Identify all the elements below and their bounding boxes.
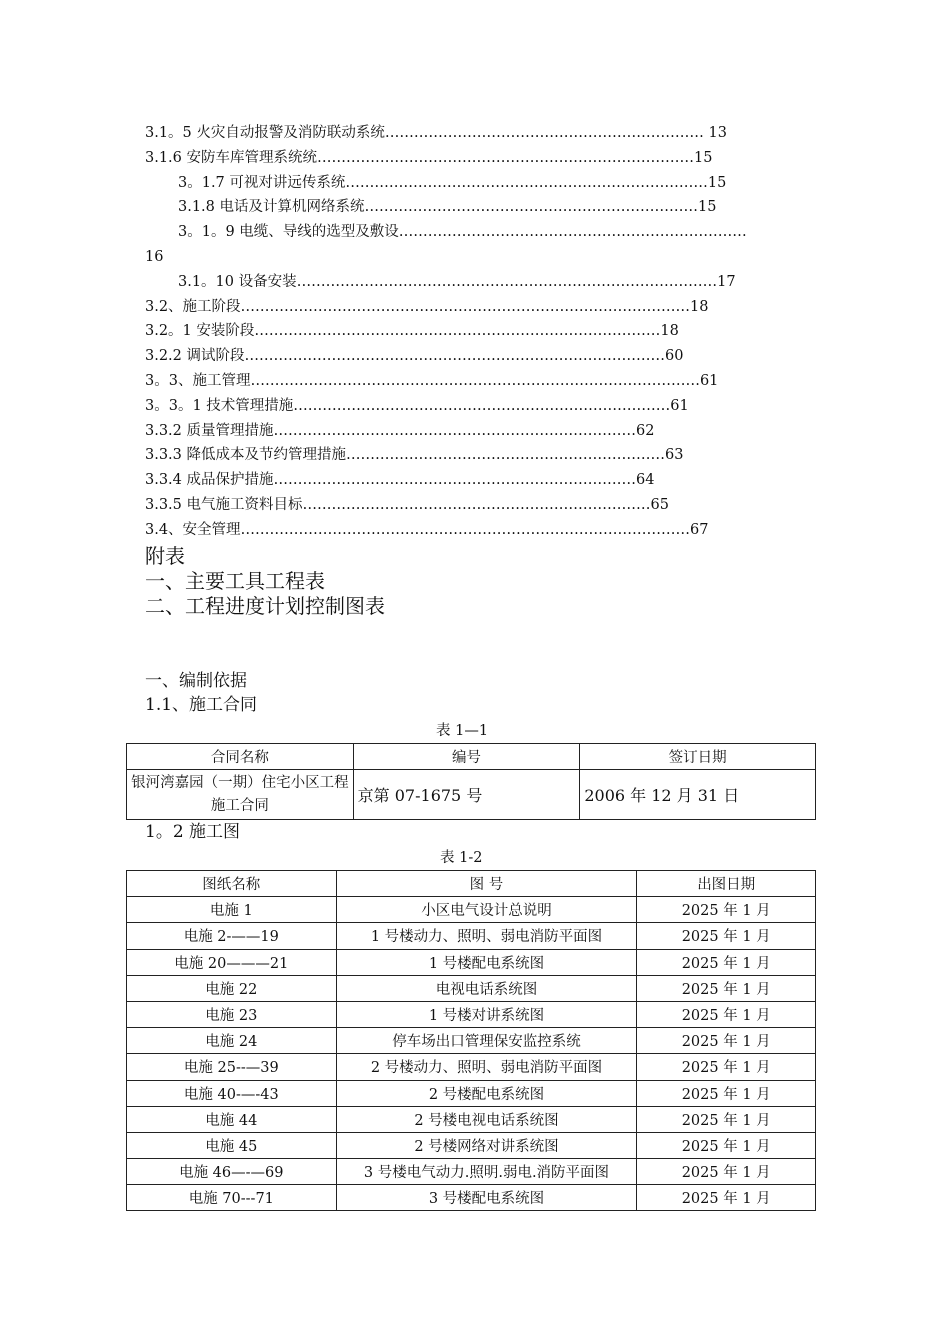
drawing-date-cell: 2025 年 1 月 [637,1159,816,1185]
toc-line: 3.1。10 设备安装……………………………………………………………………………17 [178,273,736,290]
drawing-number-cell: 停车场出口管理保安监控系统 [336,1028,637,1054]
drawing-name-cell: 电施 22 [127,975,337,1001]
contract-header-number: 编号 [353,744,580,770]
appendix-block [145,544,385,619]
table1-caption: 表 1—1 [436,723,489,739]
section-heading-contract: 1.1、施工合同 [145,695,258,715]
contract-header-date: 签订日期 [580,744,816,770]
drawing-date-cell: 2025 年 1 月 [637,1106,816,1132]
toc-line: 3。3。1 技术管理措施……………………………………………………………………61 [145,397,689,414]
contract-table [126,743,816,820]
drawing-name-cell: 电施 20———21 [127,949,337,975]
drawing-number-cell: 1 号楼动力、照明、弱电消防平面图 [336,923,637,949]
toc-line: 3.2。1 安装阶段…………………………………………………………………………18 [145,323,679,340]
drawing-number-cell: 1 号楼对讲系统图 [336,1001,637,1027]
table-row [127,1132,816,1158]
drawing-name-cell: 电施 25--—39 [127,1054,337,1080]
drawing-name-cell: 电施 2-——19 [127,923,337,949]
table-row [127,770,816,820]
drawings-header-name: 图纸名称 [127,871,337,897]
appendix-item-tools: 一、主要工具工程表 [145,569,325,593]
toc-line: 3.2、施工阶段…………………………………………………………………………………18 [145,298,709,315]
toc-line: 3.1.8 电话及计算机网络系统……………………………………………………………15 [178,199,717,216]
drawing-date-cell: 2025 年 1 月 [637,897,816,923]
toc-line: 3.2.2 调试阶段……………………………………………………………………………60 [145,348,684,365]
table-row [127,1001,816,1027]
table-row [127,1028,816,1054]
drawing-name-cell: 电施 70---71 [127,1185,337,1211]
table-row [127,923,816,949]
toc-line: 3.3.2 质量管理措施…………………………………………………………………62 [145,422,655,439]
table-row [127,1054,816,1080]
drawing-number-cell: 2 号楼配电系统图 [336,1080,637,1106]
drawing-number-cell: 2 号楼网络对讲系统图 [336,1132,637,1158]
drawing-date-cell: 2025 年 1 月 [637,1028,816,1054]
table-of-contents [145,121,825,543]
drawings-table [126,870,816,1211]
drawing-name-cell: 电施 45 [127,1132,337,1158]
drawings-header-date: 出图日期 [637,871,816,897]
table2-caption: 表 1-2 [440,850,483,866]
section-heading-compile-basis: 一、编制依据 [145,671,247,691]
toc-line: 16 [145,248,164,265]
drawing-number-cell: 小区电气设计总说明 [336,897,637,923]
toc-line: 3.3.4 成品保护措施…………………………………………………………………64 [145,472,655,489]
table-row [127,949,816,975]
drawing-number-cell: 3 号楼配电系统图 [336,1185,637,1211]
toc-line: 3.1。5 火灾自动报警及消防联动系统………………………………………………………… 13 [145,125,727,141]
table-row [127,1106,816,1132]
drawing-date-cell: 2025 年 1 月 [637,975,816,1001]
drawing-name-cell: 电施 40-—-43 [127,1080,337,1106]
section-heading-drawings: 1。2 施工图 [145,822,241,842]
drawings-header-number: 图 号 [336,871,637,897]
drawing-name-cell: 电施 24 [127,1028,337,1054]
drawing-name-cell: 电施 23 [127,1001,337,1027]
table-row [127,1185,816,1211]
toc-line: 3.1.6 安防车库管理系统统……………………………………………………………………15 [145,149,713,166]
toc-line: 3.4、安全管理…………………………………………………………………………………67 [145,521,709,538]
drawing-date-cell: 2025 年 1 月 [637,949,816,975]
toc-line: 3。1.7 可视对讲远传系统…………………………………………………………………15 [178,174,727,191]
drawing-date-cell: 2025 年 1 月 [637,1185,816,1211]
toc-line: 3.3.3 降低成本及节约管理措施…………………………………………………………63 [145,447,684,464]
table-row [127,1080,816,1106]
drawing-number-cell: 3 号楼电气动力.照明.弱电.消防平面图 [336,1159,637,1185]
table-row [127,897,816,923]
appendix-title: 附表 [145,544,185,568]
drawing-date-cell: 2025 年 1 月 [637,923,816,949]
drawing-name-cell: 电施 46—-—69 [127,1159,337,1185]
table-row [127,975,816,1001]
drawing-date-cell: 2025 年 1 月 [637,1054,816,1080]
contract-header-name: 合同名称 [127,744,354,770]
drawing-date-cell: 2025 年 1 月 [637,1001,816,1027]
drawing-number-cell: 1 号楼配电系统图 [336,949,637,975]
toc-line: 3.3.5 电气施工资料目标………………………………………………………………65 [145,496,669,513]
drawing-number-cell: 2 号楼电视电话系统图 [336,1106,637,1132]
table-row [127,1159,816,1185]
contract-name-cell: 银河湾嘉园（一期）住宅小区工程施工合同 [127,770,354,820]
drawing-date-cell: 2025 年 1 月 [637,1132,816,1158]
drawing-number-cell: 电视电话系统图 [336,975,637,1001]
contract-number-cell: 京第 07-1675 号 [353,770,580,820]
drawing-name-cell: 电施 44 [127,1106,337,1132]
drawing-date-cell: 2025 年 1 月 [637,1080,816,1106]
contract-date-cell: 2006 年 12 月 31 日 [580,770,816,820]
drawing-name-cell: 电施 1 [127,897,337,923]
toc-line: 3。3、施工管理…………………………………………………………………………………61 [145,372,719,389]
appendix-item-schedule: 二、工程进度计划控制图表 [145,594,385,618]
toc-line: 3。1。9 电缆、导线的选型及敷设……………………………………………………………… [178,224,747,241]
drawing-number-cell: 2 号楼动力、照明、弱电消防平面图 [336,1054,637,1080]
